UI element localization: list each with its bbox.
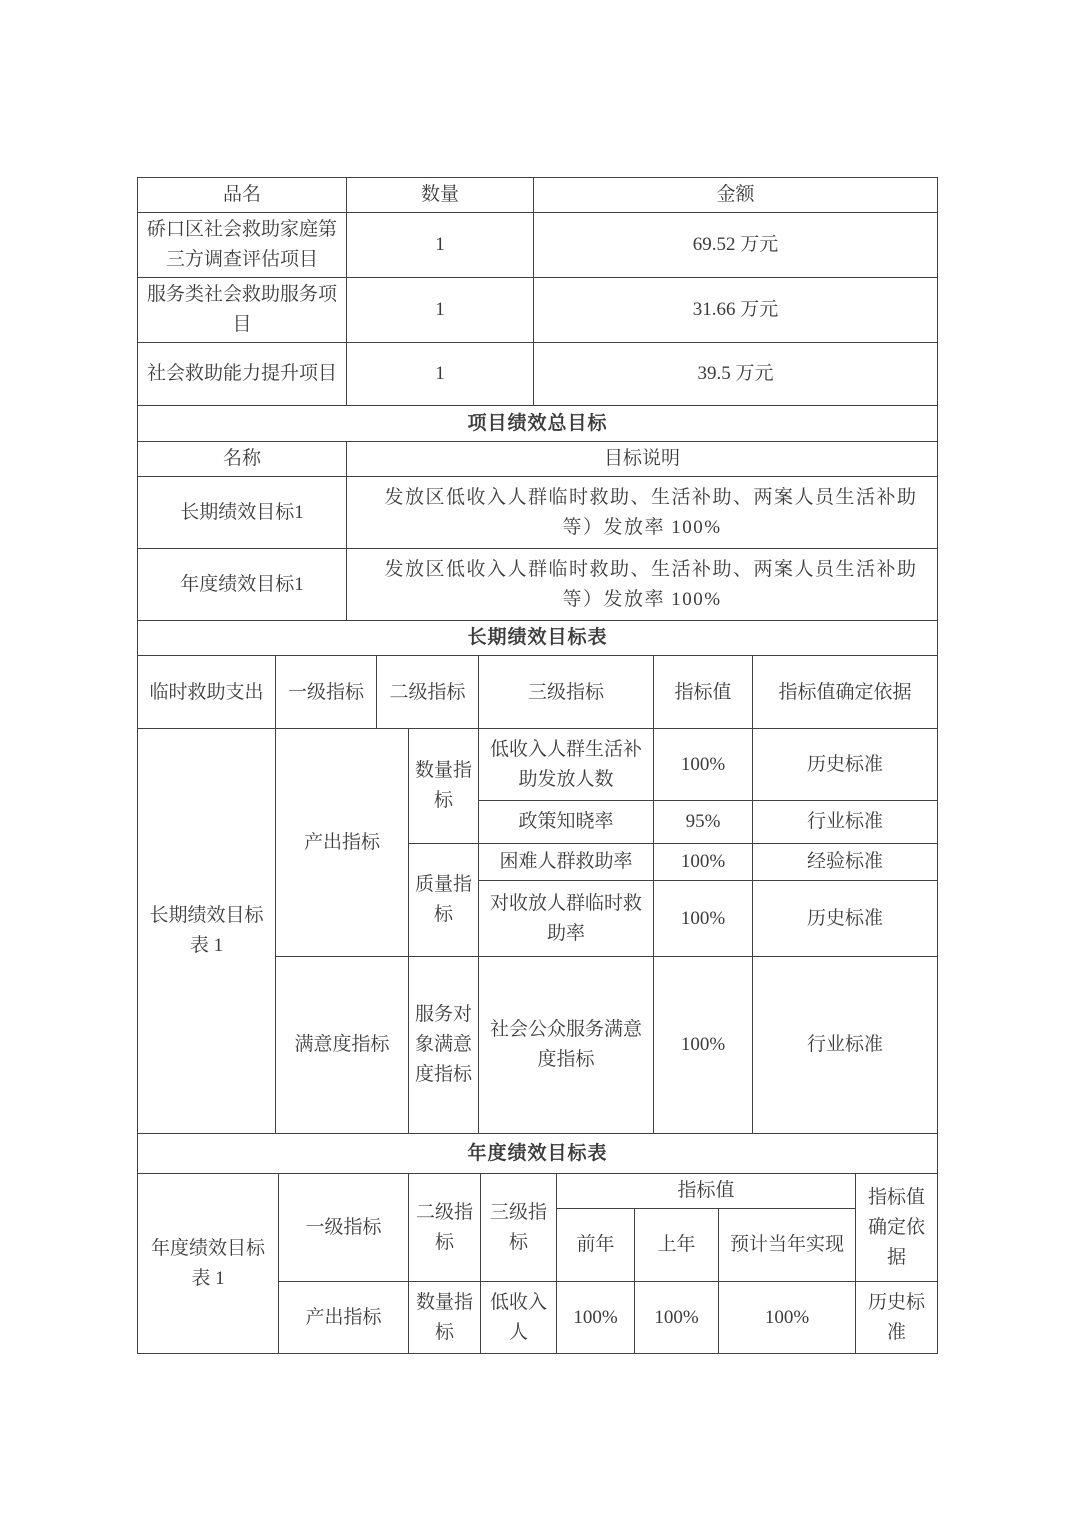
longterm-row <box>138 729 938 801</box>
overall-title-row <box>138 406 938 442</box>
annual-l1-cell: 产出指标 <box>279 1282 409 1354</box>
longterm-quality-group-cell: 质量指标 <box>409 844 479 957</box>
longterm-basis-cell: 历史标准 <box>753 881 938 957</box>
item-row <box>138 278 938 343</box>
items-header-row <box>138 178 938 213</box>
longterm-row-label: 长期绩效目标表 1 <box>138 729 276 1134</box>
longterm-header-l2: 二级指标 <box>377 656 479 729</box>
goal-row <box>138 549 938 621</box>
longterm-value-cell: 100% <box>654 957 753 1134</box>
longterm-quantity-group-cell: 数量指标 <box>409 729 479 844</box>
items-header-qty: 数量 <box>347 178 534 213</box>
longterm-value-cell: 100% <box>654 729 753 801</box>
longterm-header-value: 指标值 <box>654 656 753 729</box>
overall-header-desc: 目标说明 <box>347 442 938 477</box>
item-amount-cell: 39.5 万元 <box>534 343 938 406</box>
annual-row-label: 年度绩效目标表 1 <box>138 1174 279 1354</box>
annual-header-py2: 前年 <box>557 1209 635 1282</box>
annual-py1-cell: 100% <box>635 1282 719 1354</box>
longterm-basis-cell: 行业标准 <box>753 801 938 844</box>
longterm-value-cell: 100% <box>654 844 753 881</box>
annual-basis-cell: 历史标准 <box>856 1282 938 1354</box>
longterm-indicator-cell: 困难人群救助率 <box>479 844 654 881</box>
longterm-target-table <box>137 620 938 1134</box>
longterm-value-cell: 100% <box>654 881 753 957</box>
overall-goals-table <box>137 405 938 621</box>
annual-header-py1: 上年 <box>635 1209 719 1282</box>
annual-title-row <box>138 1134 938 1174</box>
longterm-output-group-cell: 产出指标 <box>276 729 409 957</box>
longterm-header-l3: 三级指标 <box>479 656 654 729</box>
annual-header-row-top <box>138 1174 938 1209</box>
annual-header-basis: 指标值确定依据 <box>856 1174 938 1282</box>
annual-l3-cell: 低收入人 <box>481 1282 557 1354</box>
longterm-satisfaction-group-cell: 满意度指标 <box>276 957 409 1134</box>
longterm-header-row <box>138 656 938 729</box>
annual-l2-cell: 数量指标 <box>409 1282 481 1354</box>
longterm-indicator-cell: 低收入人群生活补助发放人数 <box>479 729 654 801</box>
annual-header-l1: 一级指标 <box>279 1174 409 1282</box>
longterm-satisfaction-l2-cell: 服务对象满意度指标 <box>409 957 479 1134</box>
annual-header-l3: 三级指标 <box>481 1174 557 1282</box>
items-header-name: 品名 <box>138 178 347 213</box>
longterm-indicator-cell: 政策知晓率 <box>479 801 654 844</box>
items-table <box>137 177 938 406</box>
annual-title: 年度绩效目标表 <box>138 1134 938 1174</box>
items-header-amount: 金额 <box>534 178 938 213</box>
annual-cy-cell: 100% <box>719 1282 856 1354</box>
document-page <box>137 177 937 1354</box>
item-row <box>138 343 938 406</box>
annual-header-value-group: 指标值 <box>557 1174 856 1209</box>
longterm-indicator-cell: 社会公众服务满意度指标 <box>479 957 654 1134</box>
overall-header-name: 名称 <box>138 442 347 477</box>
goal-desc-cell: 发放区低收入人群临时救助、生活补助、两案人员生活补助等）发放率 100% <box>347 477 938 549</box>
longterm-basis-cell: 行业标准 <box>753 957 938 1134</box>
longterm-title: 长期绩效目标表 <box>138 621 938 656</box>
longterm-indicator-cell: 对收放人群临时救助率 <box>479 881 654 957</box>
item-qty-cell: 1 <box>347 213 534 278</box>
item-row <box>138 213 938 278</box>
annual-header-cy: 预计当年实现 <box>719 1209 856 1282</box>
longterm-header-basis: 指标值确定依据 <box>753 656 938 729</box>
item-name-cell: 硚口区社会救助家庭第三方调查评估项目 <box>138 213 347 278</box>
longterm-value-cell: 95% <box>654 801 753 844</box>
longterm-basis-cell: 经验标准 <box>753 844 938 881</box>
annual-py2-cell: 100% <box>557 1282 635 1354</box>
longterm-basis-cell: 历史标准 <box>753 729 938 801</box>
goal-name-cell: 长期绩效目标1 <box>138 477 347 549</box>
annual-target-table <box>137 1133 938 1354</box>
goal-desc-cell: 发放区低收入人群临时救助、生活补助、两案人员生活补助等）发放率 100% <box>347 549 938 621</box>
longterm-header-l1: 一级指标 <box>276 656 377 729</box>
annual-header-l2: 二级指标 <box>409 1174 481 1282</box>
overall-header-row <box>138 442 938 477</box>
item-amount-cell: 31.66 万元 <box>534 278 938 343</box>
longterm-title-row <box>138 621 938 656</box>
item-name-cell: 社会救助能力提升项目 <box>138 343 347 406</box>
item-qty-cell: 1 <box>347 278 534 343</box>
overall-goals-title: 项目绩效总目标 <box>138 406 938 442</box>
goal-row <box>138 477 938 549</box>
goal-name-cell: 年度绩效目标1 <box>138 549 347 621</box>
item-name-cell: 服务类社会救助服务项目 <box>138 278 347 343</box>
longterm-header-expense: 临时救助支出 <box>138 656 276 729</box>
item-qty-cell: 1 <box>347 343 534 406</box>
item-amount-cell: 69.52 万元 <box>534 213 938 278</box>
